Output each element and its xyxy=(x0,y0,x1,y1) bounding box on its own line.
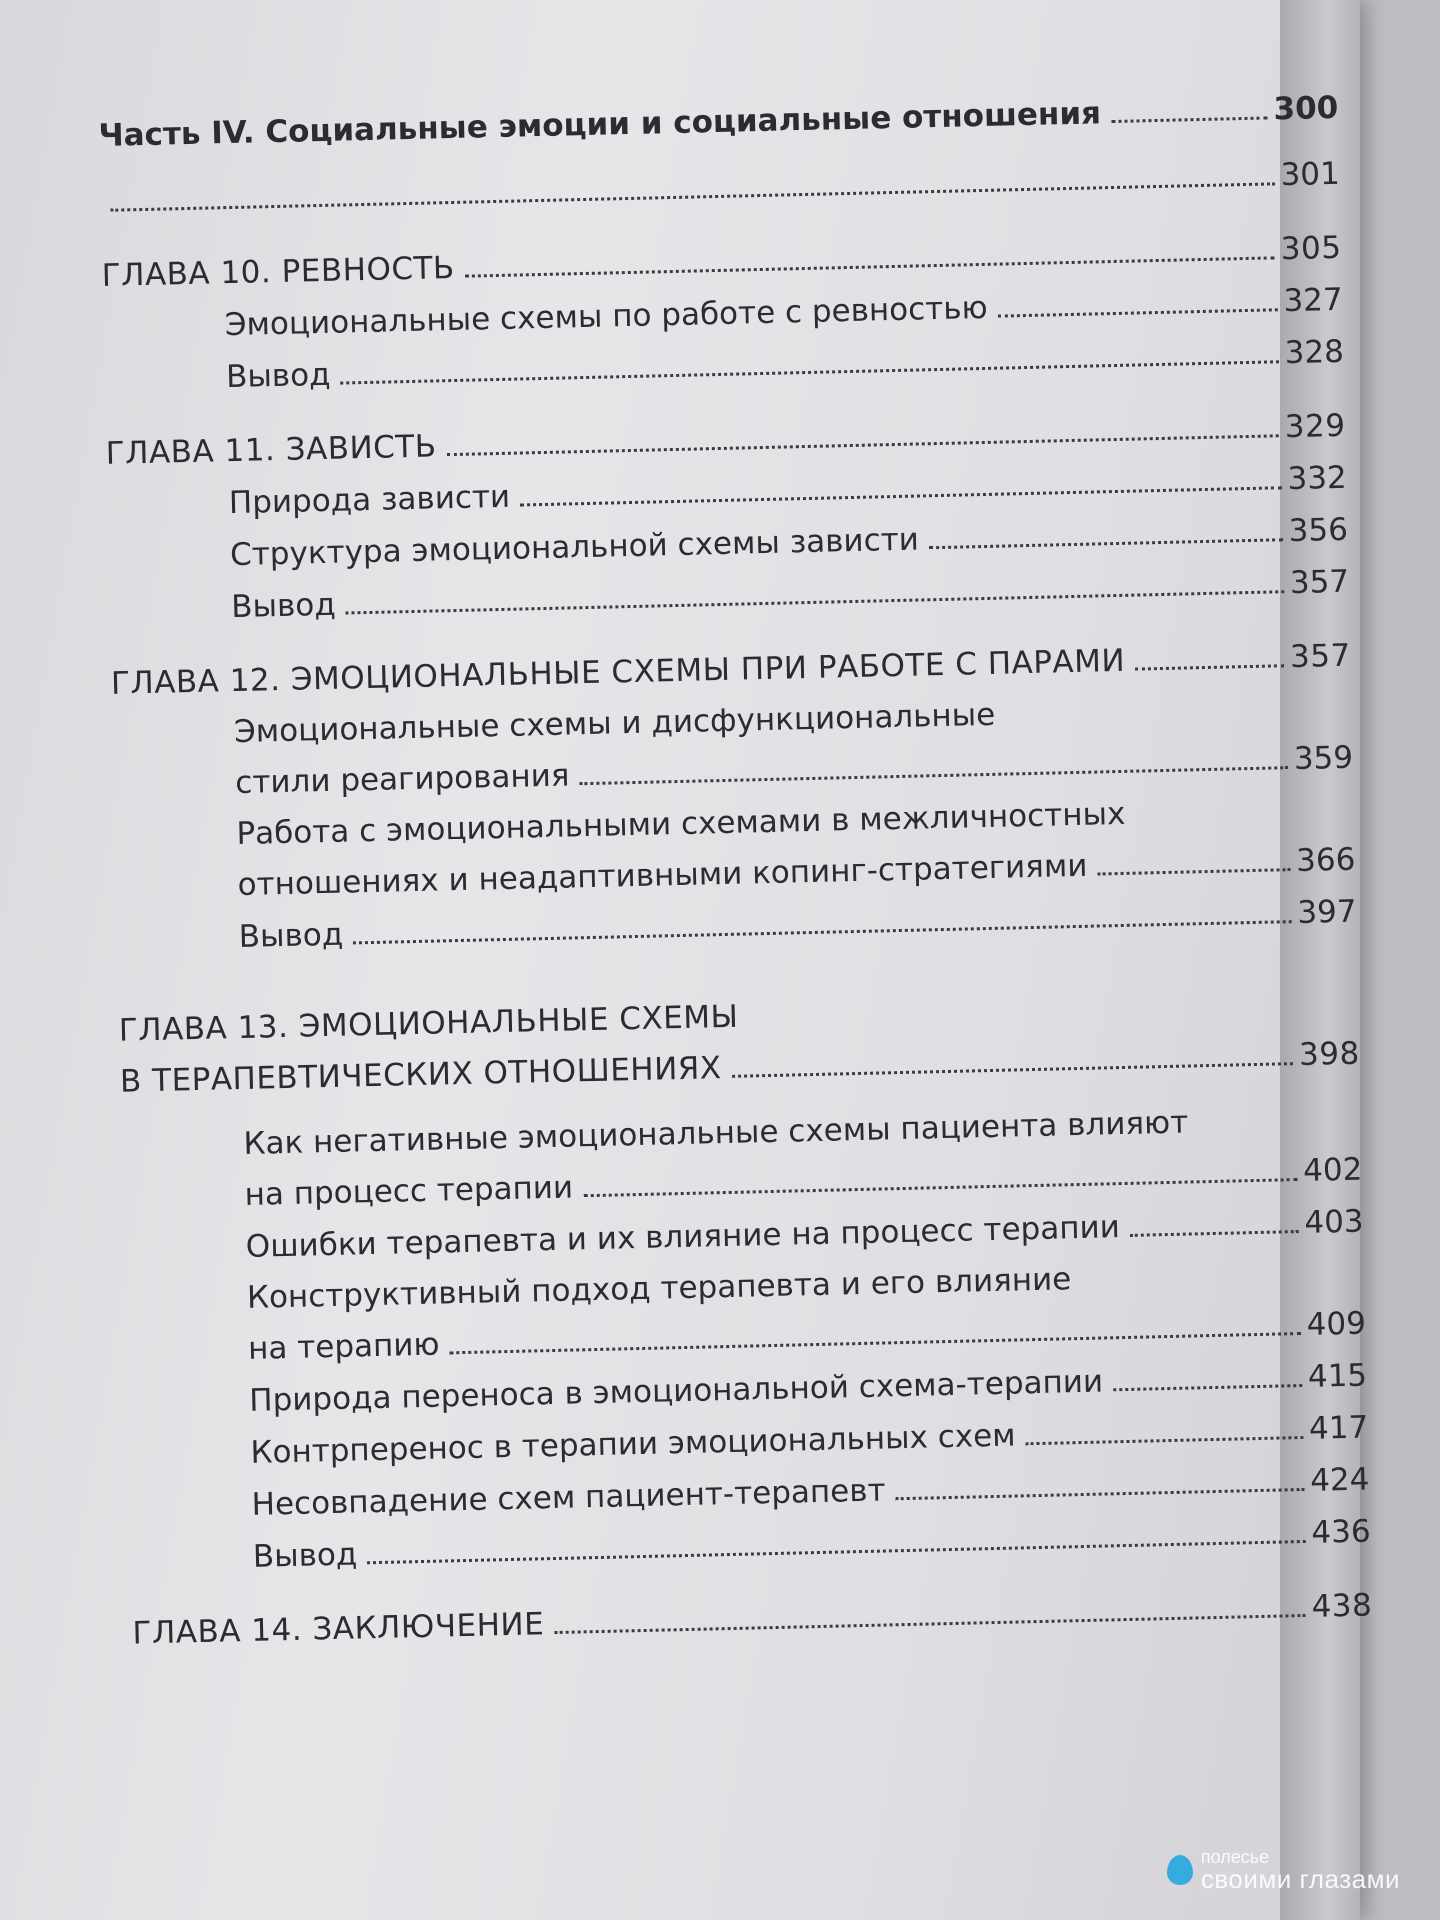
toc-section-page: 403 xyxy=(1303,1203,1364,1241)
toc-leader xyxy=(998,308,1278,317)
toc-section-title: Вывод xyxy=(238,916,344,956)
watermark-logo xyxy=(1167,1848,1400,1892)
toc-part-heading xyxy=(98,82,1339,162)
table-of-contents xyxy=(98,82,1373,1660)
toc-part-title: Часть IV. Социальные эмоции и социальные отношения xyxy=(98,95,1102,154)
toc-section-title-line2: стили реагирования xyxy=(234,757,570,802)
toc-section-title: Эмоциональные схемы по работе с ревностью xyxy=(224,289,989,344)
toc-chapter-page: 438 xyxy=(1311,1587,1373,1625)
toc-section-page: 366 xyxy=(1295,841,1356,880)
toc-section-page: 359 xyxy=(1293,739,1354,778)
toc-chapter-title-line2: В ТЕРАПЕВТИЧЕСКИХ ОТНОШЕНИЯХ xyxy=(119,1050,722,1100)
toc-leader xyxy=(1135,664,1284,670)
toc-section-title: Контрперенос в терапии эмоциональных схем xyxy=(250,1417,1016,1471)
toc-section-page: 357 xyxy=(1289,563,1350,602)
toc-section-title-line2: отношениях и неадаптивными копинг-стратегиями xyxy=(237,847,1088,904)
toc-leader xyxy=(346,590,1284,614)
toc-section-title: Вывод xyxy=(225,356,331,396)
toc-chapter-page: 398 xyxy=(1298,1035,1361,1073)
toc-leader xyxy=(580,766,1288,785)
toc-chapter-title: ГЛАВА 14. ЗАКЛЮЧЕНИЕ xyxy=(132,1606,545,1652)
toc-section-title: Природа зависти xyxy=(228,478,511,522)
toc-chapter-title: ГЛАВА 10. РЕВНОСТЬ xyxy=(101,249,456,294)
toc-section-page: 327 xyxy=(1283,281,1344,320)
toc-leader xyxy=(1026,1436,1304,1445)
drop-icon xyxy=(1167,1855,1193,1885)
toc-section-title-line1: Конструктивный подход терапевта и его влияние xyxy=(246,1261,1072,1316)
toc-section-title: Вывод xyxy=(252,1536,358,1575)
toc-leader xyxy=(1113,1384,1302,1391)
toc-section-page: 402 xyxy=(1302,1151,1363,1189)
toc-section-title: Ошибки терапевта и их влияние на процесс терапии xyxy=(245,1209,1121,1265)
toc-section-page: 332 xyxy=(1287,459,1348,498)
toc-leader xyxy=(929,538,1283,549)
toc-section-title: Природа переноса в эмоциональной схема-терапии xyxy=(248,1363,1104,1419)
toc-part-page: 300 xyxy=(1273,89,1339,128)
toc-leader xyxy=(353,920,1291,944)
watermark-bottom: своими глазами xyxy=(1200,1864,1400,1894)
toc-leader xyxy=(1111,116,1268,123)
toc-section-page: 424 xyxy=(1309,1461,1370,1499)
toc-section-page: 417 xyxy=(1308,1409,1369,1447)
toc-leader xyxy=(1130,1230,1299,1237)
toc-leader xyxy=(465,256,1275,277)
toc-leader xyxy=(341,360,1279,384)
toc-leader xyxy=(110,182,1275,211)
toc-part-first-page: 301 xyxy=(1280,155,1341,194)
toc-section-title-line2: на терапию xyxy=(247,1326,440,1367)
toc-section-page: 436 xyxy=(1311,1513,1371,1551)
watermark-text xyxy=(1201,1848,1400,1892)
toc-leader xyxy=(896,1488,1305,1500)
toc-section-title: Структура эмоциональной схемы зависти xyxy=(229,521,920,574)
toc-section-title-line1: Как негативные эмоциональные схемы пациента влияют xyxy=(243,1104,1189,1162)
watermark-top: полесье xyxy=(1200,1847,1270,1867)
toc-chapter-title-line1: ГЛАВА 13. ЭМОЦИОНАЛЬНЫЕ СХЕМЫ xyxy=(118,998,739,1049)
toc-chapter-title: ГЛАВА 12. ЭМОЦИОНАЛЬНЫЕ СХЕМЫ ПРИ РАБОТЕ С ПАРАМИ xyxy=(110,642,1126,702)
toc-section-page: 415 xyxy=(1307,1357,1368,1395)
toc-leader xyxy=(732,1062,1294,1078)
toc-chapter-page: 357 xyxy=(1289,637,1352,676)
toc-leader xyxy=(367,1540,1305,1564)
toc-leader xyxy=(583,1178,1297,1197)
toc-chapter-page: 329 xyxy=(1284,407,1346,446)
toc-section-title: Вывод xyxy=(230,586,337,626)
toc-chapter-14 xyxy=(132,1579,1373,1659)
toc-leader xyxy=(520,486,1281,506)
toc-part-first-page-row xyxy=(99,148,1340,228)
toc-chapter-title: ГЛАВА 11. ЗАВИСТЬ xyxy=(105,428,437,472)
toc-leader xyxy=(1098,868,1291,875)
toc-section-page: 328 xyxy=(1284,333,1345,372)
toc-leader xyxy=(450,1332,1301,1354)
toc-section-page: 409 xyxy=(1306,1305,1367,1343)
toc-section-title: Несовпадение схем пациент-терапевт xyxy=(251,1472,886,1523)
toc-section-page: 397 xyxy=(1296,893,1357,931)
toc-section-title-line2: на процесс терапии xyxy=(244,1169,574,1213)
toc-section-title-line1: Работа с эмоциональными схемами в межличностных xyxy=(236,795,1126,853)
toc-leader xyxy=(447,434,1279,456)
toc-section-title-line1: Эмоциональные схемы и дисфункциональные xyxy=(233,696,996,751)
toc-section-page: 356 xyxy=(1288,511,1349,550)
toc-leader xyxy=(554,1614,1305,1634)
toc-chapter-page: 305 xyxy=(1280,229,1342,268)
